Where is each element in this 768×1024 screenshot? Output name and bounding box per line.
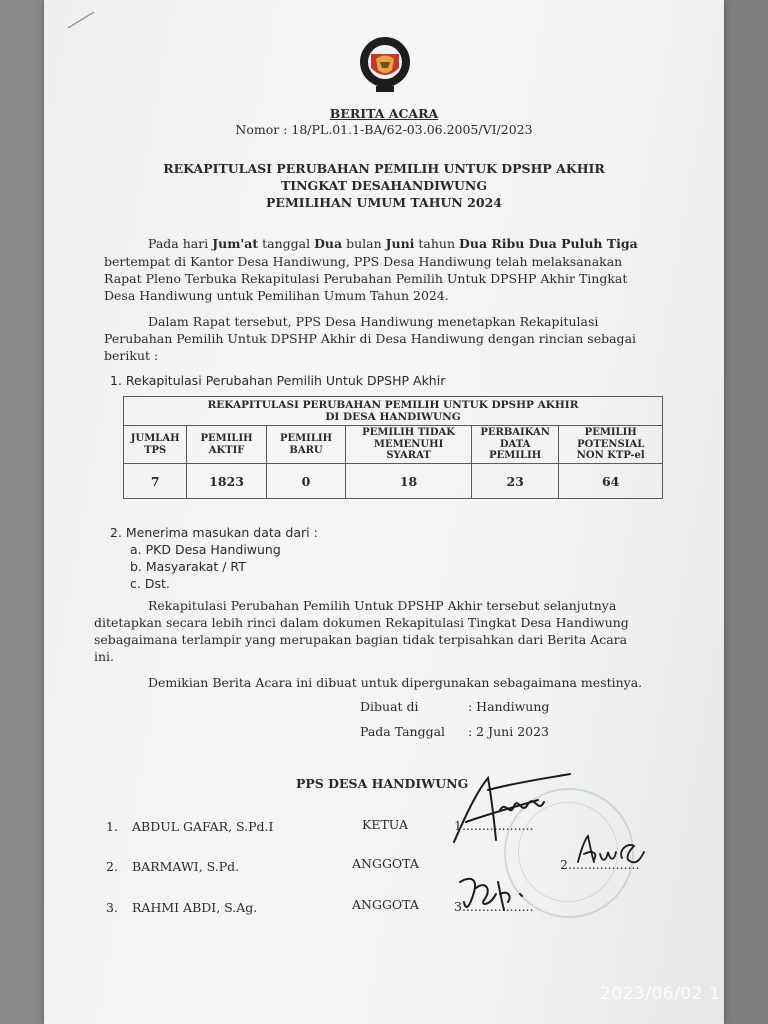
header-text: BARU bbox=[289, 444, 323, 456]
signatory-2-no: 2. bbox=[106, 859, 118, 874]
header-jumlah-tps bbox=[124, 426, 187, 464]
document-number: Nomor : 18/PL.01.1-BA/62-03.06.2005/VI/2023 bbox=[235, 122, 533, 137]
table-row bbox=[124, 464, 663, 499]
subtitle-line-2: TINGKAT DESAHANDIWUNG bbox=[280, 178, 488, 193]
table-title bbox=[124, 397, 663, 426]
text: Pada hari bbox=[148, 236, 213, 251]
closing-statement: Demikian Berita Acara ini dibuat untuk dipergunakan sebagaimana mestinya. bbox=[148, 675, 643, 690]
table-title-line-1: REKAPITULASI PERUBAHAN PEMILIH UNTUK DPSHP AKHIR bbox=[207, 399, 579, 411]
list-item-2b: b. Masyarakat / RT bbox=[130, 559, 246, 574]
header-tidak-memenuhi-syarat bbox=[346, 426, 472, 464]
header-text: POTENSIAL bbox=[577, 438, 645, 450]
paragraph-2-line-2: Perubahan Pemilih Untuk DPSHP Akhir di Desa Handiwung dengan rincian sebagai bbox=[104, 331, 637, 346]
date-value: : 2 Juni 2023 bbox=[468, 724, 550, 739]
paragraph-1-line-4: Desa Handiwung untuk Pemilihan Umum Tahun 2024. bbox=[104, 288, 449, 303]
paragraph-3-line-4: ini. bbox=[94, 649, 115, 664]
signatory-1-name: ABDUL GAFAR, S.Pd.I bbox=[132, 819, 274, 834]
photo-timestamp: 2023/06/02 1 bbox=[600, 984, 721, 1004]
signatory-3-role: ANGGOTA bbox=[352, 897, 419, 912]
signature-anggota-1 bbox=[572, 832, 652, 872]
paragraph-3-line-2: ditetapkan secara lebih rinci dalam dokumen Rekapitulasi Tingkat Desa Handiwung bbox=[94, 615, 629, 630]
signatories-title: PPS DESA HANDIWUNG bbox=[296, 776, 469, 791]
header-text: TPS bbox=[144, 444, 167, 456]
signatory-1-role: KETUA bbox=[362, 817, 408, 832]
signatory-3-no: 3. bbox=[106, 900, 118, 915]
place-value: : Handiwung bbox=[468, 699, 550, 714]
value-perbaikan-data: 23 bbox=[471, 464, 558, 499]
paragraph-3-line-3: sebagaimana terlampir yang merupakan bagian tidak terpisahkan dari Berita Acara bbox=[94, 632, 628, 647]
header-text: PEMILIH bbox=[584, 427, 637, 439]
place-label: Dibuat di bbox=[360, 699, 419, 714]
subtitle-line-1: REKAPITULASI PERUBAHAN PEMILIH UNTUK DPSHP AKHIR bbox=[163, 161, 605, 176]
header-text: DATA bbox=[499, 438, 531, 450]
paragraph-2-line-1: Dalam Rapat tersebut, PPS Desa Handiwung menetapkan Rekapitulasi bbox=[148, 314, 599, 329]
day-value: Jum'at bbox=[212, 236, 259, 251]
table-title-line-2: DI DESA HANDIWUNG bbox=[325, 410, 461, 423]
document-page bbox=[44, 0, 724, 1024]
header-pemilih-aktif bbox=[187, 426, 266, 464]
header-text: AKTIF bbox=[208, 444, 245, 456]
month-value: Juni bbox=[385, 236, 415, 251]
background-left bbox=[0, 0, 44, 1024]
list-item-2c: c. Dst. bbox=[130, 576, 170, 591]
paragraph-1-line-2: bertempat di Kantor Desa Handiwung, PPS Desa Handiwung telah melaksanakan bbox=[104, 254, 623, 269]
header-pemilih-baru bbox=[266, 426, 345, 464]
pen-mark bbox=[64, 8, 104, 32]
header-text: PEMILIH bbox=[279, 433, 333, 444]
value-tidak-memenuhi-syarat: 18 bbox=[346, 464, 472, 499]
header-text: PEMILIH bbox=[200, 433, 253, 444]
text: tanggal bbox=[258, 236, 315, 251]
document-title: BERITA ACARA bbox=[329, 106, 439, 121]
year-value: Dua Ribu Dua Puluh Tiga bbox=[459, 236, 638, 251]
header-perbaikan-data bbox=[471, 426, 558, 464]
header-text: NON KTP-el bbox=[576, 450, 645, 462]
paragraph-2-line-3: berikut : bbox=[104, 348, 159, 363]
header-text: PERBAIKAN bbox=[480, 427, 550, 439]
date-label: Pada Tanggal bbox=[360, 724, 446, 739]
list-item-2: 2. Menerima masukan data dari : bbox=[110, 525, 318, 540]
text: tahun bbox=[414, 236, 460, 251]
value-pemilih-aktif: 1823 bbox=[187, 464, 266, 499]
signatory-1-no: 1. bbox=[106, 819, 118, 834]
value-potensial-non-ktp: 64 bbox=[559, 464, 663, 499]
subtitle-line-3: PEMILIHAN UMUM TAHUN 2024 bbox=[266, 195, 502, 210]
header-text: JUMLAH bbox=[130, 433, 180, 444]
paragraph-1-line-1 bbox=[104, 235, 664, 253]
signatory-3-name: RAHMI ABDI, S.Ag. bbox=[132, 900, 258, 915]
value-pemilih-baru: 0 bbox=[266, 464, 345, 499]
kpu-logo bbox=[358, 32, 412, 96]
header-text: PEMILIH TIDAK bbox=[362, 427, 455, 439]
signature-ketua bbox=[448, 770, 578, 850]
paragraph-1-line-3: Rapat Pleno Terbuka Rekapitulasi Perubahan Pemilih Untuk DPSHP Akhir Tingkat bbox=[104, 271, 628, 286]
background-right bbox=[724, 0, 768, 1024]
header-potensial-non-ktp bbox=[559, 426, 663, 464]
signatory-2-name: BARMAWI, S.Pd. bbox=[132, 859, 240, 874]
date-value: Dua bbox=[314, 236, 343, 251]
rekap-table bbox=[123, 396, 663, 499]
header-text: PEMILIH bbox=[489, 450, 542, 462]
signature-anggota-2 bbox=[456, 872, 546, 916]
signatory-2-role: ANGGOTA bbox=[352, 856, 419, 871]
value-jumlah-tps: 7 bbox=[124, 464, 187, 499]
header-text: MEMENUHI bbox=[373, 438, 444, 450]
list-item-1: 1. Rekapitulasi Perubahan Pemilih Untuk DPSHP Akhir bbox=[110, 373, 446, 388]
signatory-1-line: 1.................. bbox=[454, 818, 534, 833]
signatory-3-line: 3.................. bbox=[454, 899, 534, 914]
list-item-2a: a. PKD Desa Handiwung bbox=[130, 542, 281, 557]
text: bulan bbox=[342, 236, 386, 251]
header-text: SYARAT bbox=[386, 450, 431, 462]
signatory-2-line: 2.................. bbox=[560, 857, 640, 872]
paragraph-3-line-1: Rekapitulasi Perubahan Pemilih Untuk DPSHP Akhir tersebut selanjutnya bbox=[148, 598, 617, 613]
